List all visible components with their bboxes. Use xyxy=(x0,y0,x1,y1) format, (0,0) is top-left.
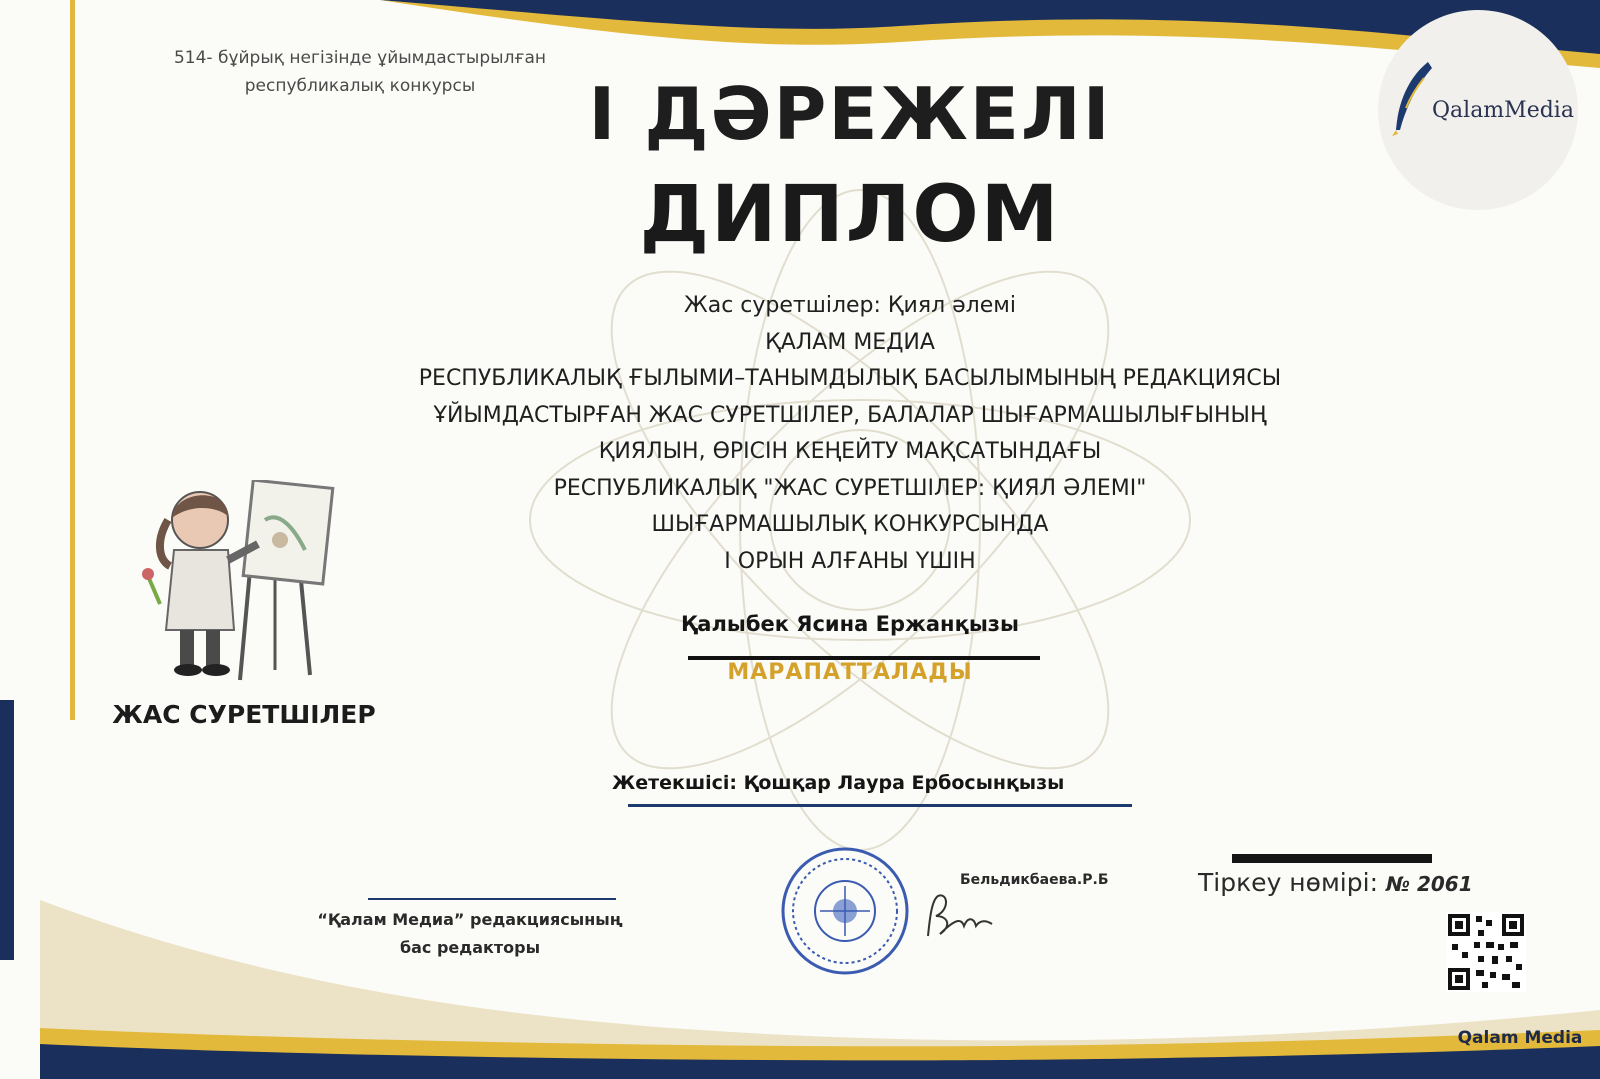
award-text-line: РЕСПУБЛИКАЛЫҚ "ЖАС СУРЕТШІЛЕР: ҚИЯЛ ӘЛЕМІ" xyxy=(553,475,1147,501)
qr-code-icon xyxy=(1446,912,1526,992)
illustration-label: ЖАС СУРЕТШІЛЕР xyxy=(112,700,376,729)
award-text xyxy=(300,288,1400,580)
award-text-line: ҚИЯЛЫН, ӨРІСІН КЕҢЕЙТУ МАҚСАТЫНДАҒЫ xyxy=(598,439,1102,464)
award-text-line: І ОРЫН АЛҒАНЫ ҮШІН xyxy=(724,548,976,574)
award-text-line: ШЫҒАРМАШЫЛЫҚ КОНКУРСЫНДА xyxy=(651,512,1049,537)
registration-bar xyxy=(1232,854,1432,863)
award-text-line: РЕСПУБЛИКАЛЫҚ ҒЫЛЫМИ–ТАНЫМДЫЛЫҚ БАСЫЛЫМЫНЫҢ РЕДАКЦИЯСЫ xyxy=(418,366,1282,391)
awarded-label: МАРАПАТТАЛАДЫ xyxy=(727,660,973,685)
registration-label: Тіркеу нөмірі: xyxy=(1198,868,1386,897)
award-text-line: ҰЙЫМДАСТЫРҒАН ЖАС СУРЕТШІЛЕР, БАЛАЛАР ШЫҒАРМАШЫЛЫҒЫНЫҢ xyxy=(433,402,1267,428)
signer-name: Бельдикбаева.Р.Б xyxy=(960,872,1109,888)
award-text-line: ҚАЛАМ МЕДИА xyxy=(765,329,935,355)
editor-title-line2: бас редакторы xyxy=(399,938,541,957)
editor-signature-line xyxy=(368,898,616,900)
official-stamp-icon xyxy=(780,846,910,976)
mentor-text: Жетекшісі: Қошқар Лаура Ербосынқызы xyxy=(612,772,1065,794)
recipient-name: Қалыбек Ясина Ержанқызы xyxy=(681,612,1019,636)
header-note-line2: республикалық конкурсы xyxy=(244,76,476,96)
diploma-title: ДИПЛОМ xyxy=(639,170,1061,260)
handwritten-signature-icon xyxy=(918,886,998,946)
feather-logo-icon xyxy=(1388,58,1438,138)
editor-title-line1: “Қалам Медиа” редакциясының xyxy=(317,910,623,929)
degree-title: І ДӘРЕЖЕЛІ xyxy=(588,72,1112,156)
child-painting-illustration xyxy=(130,480,340,690)
registration-number xyxy=(1198,868,1498,897)
brand-logo-text: QalamMedia xyxy=(1432,98,1574,123)
footer-brand-text: Qalam Media xyxy=(1457,1028,1583,1048)
registration-value: № 2061 xyxy=(1385,872,1473,896)
header-note-line1: 514- бұйрық негізінде ұйымдастырылған xyxy=(173,48,547,68)
mentor-underline xyxy=(628,804,1132,807)
award-text-line: Жас суретшілер: Қиял әлемі xyxy=(684,293,1016,318)
editor-title xyxy=(290,906,650,962)
